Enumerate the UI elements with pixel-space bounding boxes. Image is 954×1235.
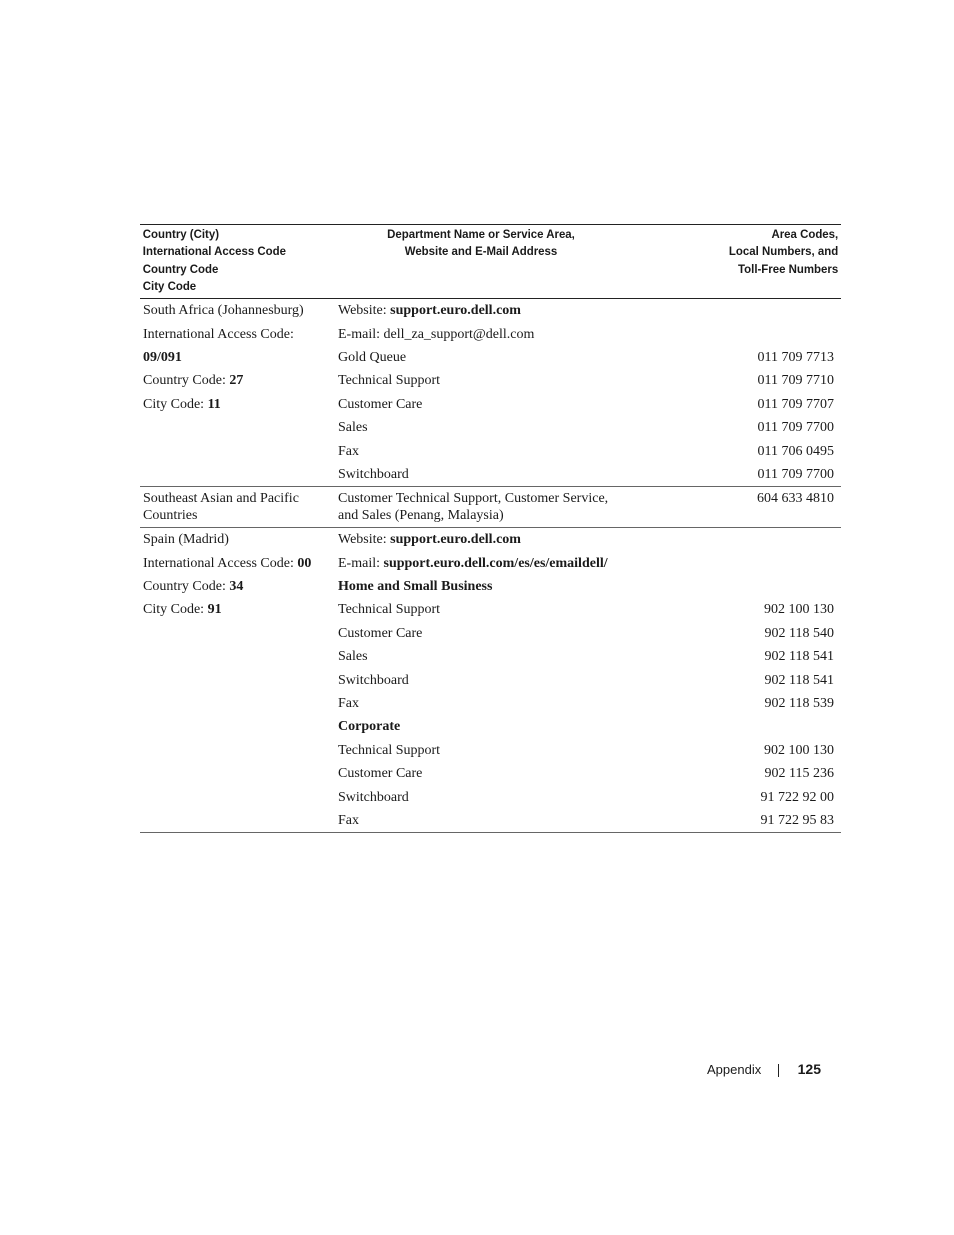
footer-divider [778,1064,779,1077]
table-row [140,762,841,785]
table-row [140,346,841,369]
header-country-line: Country (City) [142,227,220,241]
table-header [140,225,841,299]
header-country-line: Country Code [142,261,219,276]
number-cell: 011 709 7707 [757,396,834,412]
number-cell [626,528,841,552]
table-row [140,622,841,645]
header-country-line: International Access Code [142,244,286,259]
country-cell: City Code: 11 [143,396,221,412]
department-cell: Technical Support [338,742,441,758]
section-heading: Home and Small Business [338,579,493,595]
country-cell [140,692,336,715]
country-cell [140,715,336,738]
table-row [140,393,841,416]
number-cell [626,323,841,346]
number-cell: 011 709 7700 [757,420,834,436]
number-cell [626,299,841,323]
number-cell: 604 633 4810 [757,491,834,507]
header-numbers [641,225,841,299]
table-row [140,809,841,833]
department-cell: Fax [338,813,359,828]
department-cell: Fax [338,696,359,712]
department-cell: Customer Care [338,396,423,412]
department-cell: Switchboard [338,466,409,482]
department-cell: Website: support.euro.dell.com [338,532,521,548]
department-cell [336,323,626,346]
number-cell: 91 722 92 00 [760,789,834,805]
number-cell: 902 118 541 [764,649,834,665]
country-cell: Country Code: 34 [143,579,244,595]
department-cell: Sales [338,420,368,436]
email-link[interactable]: E-mail: dell_za_support@dell.com [338,326,535,342]
contact-table-container [140,224,841,833]
country-cell [140,622,336,645]
department-cell: Customer Care [338,766,423,782]
footer-section-label: Appendix [707,1062,762,1077]
table-row [140,416,841,439]
table-row [140,487,841,528]
country-cell [140,762,336,785]
country-cell: Country Code: 27 [143,373,244,389]
header-numbers-line: Area Codes, [771,227,839,241]
website-link[interactable]: support.euro.dell.com [390,303,521,319]
country-cell: City Code: 91 [143,602,222,618]
country-cell: Spain (Madrid) [143,532,229,548]
header-department-line: Department Name or Service Area, [387,227,575,241]
website-link[interactable]: support.euro.dell.com [390,532,521,548]
table-row [140,786,841,809]
table-row [140,463,841,487]
number-cell [626,552,841,575]
department-cell: Technical Support [338,602,441,618]
table-row [140,669,841,692]
number-cell [626,575,841,598]
country-cell [140,416,336,439]
table-row [140,598,841,621]
country-cell: International Access Code: [143,326,294,342]
country-cell: 09/091 [143,349,182,365]
table-row [140,552,841,575]
number-cell: 011 709 7713 [757,349,834,365]
page-footer [700,1061,825,1081]
country-cell [140,669,336,692]
number-cell: 902 100 130 [764,742,834,758]
number-cell: 902 118 539 [764,696,834,712]
header-country-line: City Code [142,278,197,293]
number-cell: 902 118 541 [764,672,834,688]
group-southeast-asia [140,487,841,528]
country-cell [140,463,336,487]
department-cell: Technical Support [338,373,441,389]
number-cell: 91 722 95 83 [760,813,834,828]
header-department [346,225,616,299]
header-department-line: Website and E-Mail Address [404,244,558,259]
number-cell: 902 115 236 [764,766,834,782]
header-country [140,225,322,299]
number-cell: 011 709 7710 [757,373,834,389]
country-cell [140,786,336,809]
department-cell: Switchboard [338,672,409,688]
email-link[interactable]: support.euro.dell.com/es/es/emaildell/ [383,555,608,571]
country-cell [140,809,336,833]
header-numbers-line: Toll-Free Numbers [738,261,839,276]
table-row [140,739,841,762]
department-cell: Customer Care [338,625,423,641]
page-number: 125 [797,1061,821,1077]
country-cell [140,440,336,463]
department-cell: Fax [338,443,359,459]
header-numbers-line: Local Numbers, and [728,244,839,259]
table-row [140,575,841,598]
department-cell: Gold Queue [338,349,407,365]
number-cell [626,715,841,738]
country-cell: South Africa (Johannesburg) [143,303,304,319]
country-cell: Southeast Asian and Pacific Countries [143,491,299,524]
section-heading: Corporate [338,719,401,735]
department-cell: Switchboard [338,789,409,805]
table-row [140,715,841,738]
department-cell: Sales [338,649,368,665]
number-cell: 902 118 540 [764,625,834,641]
group-south-africa [140,299,841,487]
number-cell: 011 706 0495 [757,443,834,459]
table-row [140,323,841,346]
country-cell: International Access Code: 00 [143,555,312,571]
group-spain [140,528,841,833]
number-cell: 902 100 130 [764,602,834,618]
department-cell: E-mail: support.euro.dell.com/es/es/emaildell/ [338,555,608,571]
dell-contact-table [140,224,841,833]
department-cell: Customer Technical Support, Customer Service, and Sales (Penang, Malaysia) [338,491,609,524]
department-cell: Website: support.euro.dell.com [338,303,521,319]
country-cell [140,739,336,762]
table-row [140,645,841,668]
country-cell [140,645,336,668]
table-row [140,692,841,715]
table-row [140,440,841,463]
number-cell: 011 709 7700 [757,466,834,482]
table-row [140,528,841,552]
table-row [140,369,841,392]
table-row [140,299,841,323]
